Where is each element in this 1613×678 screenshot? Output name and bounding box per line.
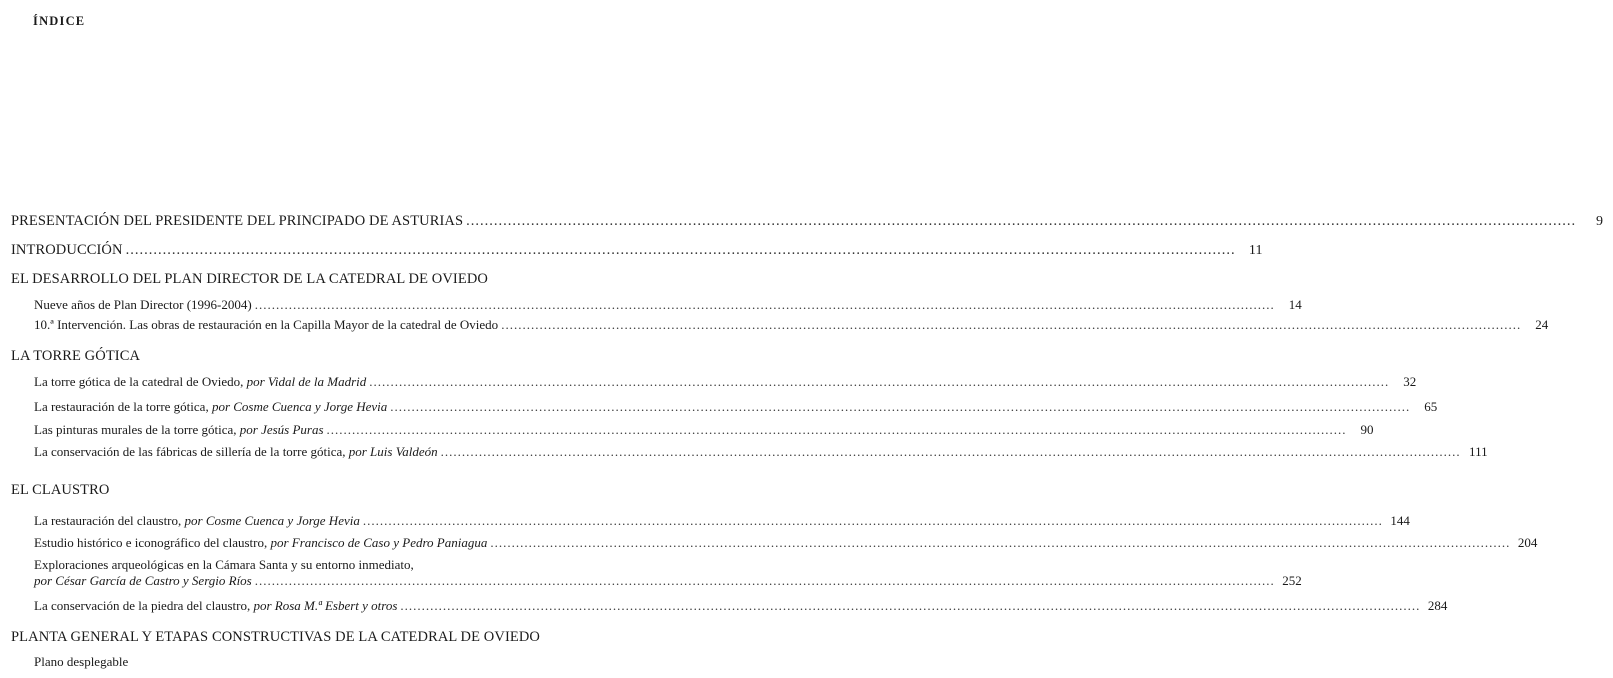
section-title: INTRODUCCIÓN [11,242,123,258]
dot-leader [327,422,1347,438]
toc-entry [0,444,1488,460]
entry-author: por Cosme Cuenca y Jorge Hevia [211,399,388,414]
toc-entry [0,535,1538,551]
toc-section-presentacion [0,213,1604,230]
dot-leader [369,374,1389,390]
page-number: 144 [1390,513,1410,528]
toc-section-planta-general [0,629,611,645]
toc-entry [0,598,1448,614]
entry-author: por Francisco de Caso y Pedro Paniagua [270,535,488,550]
section-title: EL DESARROLLO DEL PLAN DIRECTOR DE LA CATEDRAL DE OVIEDO [11,271,488,287]
entry-title: 10.ª Intervención. Las obras de restauración en la Capilla Mayor de la catedral de Oviedo [34,317,499,332]
section-title: EL CLAUSTRO [11,482,110,498]
toc-section-plan-director [0,271,611,287]
index-heading: ÍNDICE [33,14,86,28]
entry-author: por Cosme Cuenca y Jorge Hevia [184,513,360,528]
page-number: 24 [1535,317,1549,332]
dot-leader [490,535,1510,551]
entry-title: La restauración de la torre gótica, por Cosme Cuenca y Jorge Hevia [34,399,388,414]
dot-leader [400,598,1420,614]
toc-entry [0,422,1374,438]
entry-author: por Jesús Puras [239,422,324,437]
toc-entry [0,513,1410,529]
dot-leader [501,317,1521,333]
toc-section-torre-gotica [0,348,611,364]
entry-title: La torre gótica de la catedral de Oviedo, por Vidal de la Madrid [34,374,367,389]
dot-leader [466,213,1576,229]
dot-leader [255,573,1275,589]
dot-leader [390,399,1410,415]
dot-leader [363,513,1383,529]
entry-author: por César García de Castro y Sergio Ríos [34,573,252,588]
page-number: 284 [1427,598,1448,613]
page-number: 204 [1517,535,1538,550]
dot-leader [126,242,1236,258]
entry-title: Estudio histórico e iconográfico del claustro, por Francisco de Caso y Pedro Paniagua [34,535,488,550]
section-title: PLANTA GENERAL Y ETAPAS CONSTRUCTIVAS DE LA CATEDRAL DE OVIEDO [11,629,540,645]
page-number: 32 [1403,374,1417,389]
toc-entry [0,297,1302,313]
entry-author: por Vidal de la Madrid [246,374,367,389]
entry-title: La restauración del claustro, por Cosme Cuenca y Jorge Hevia [34,513,360,528]
entry-title: Nueve años de Plan Director (1996-2004) [34,297,252,312]
toc-entry [0,573,1302,589]
section-title: LA TORRE GÓTICA [11,348,141,364]
page-number: 9 [1596,214,1604,229]
section-title: PRESENTACIÓN DEL PRESIDENTE DEL PRINCIPADO DE ASTURIAS [11,213,464,229]
toc-entry [0,374,1417,390]
dot-leader [255,297,1275,313]
entry-title: Exploraciones arqueológicas en la Cámara Santa y su entorno inmediato, [34,557,414,572]
dot-leader [441,444,1461,460]
entry-title: La conservación de las fábricas de sillería de la torre gótica, por Luis Valdeón [34,444,438,459]
entry-title: La conservación de la piedra del claustro, por Rosa M.ª Esbert y otros [34,598,398,613]
page-number: 11 [1248,243,1263,258]
entry-title: Las pinturas murales de la torre gótica, por Jesús Puras [34,422,324,437]
toc-entry [0,317,1549,333]
page-number: 111 [1469,444,1488,459]
toc-section-claustro [0,482,611,498]
page-number: 90 [1360,422,1374,437]
entry-author: por Luis Valdeón [348,444,438,459]
page-number: 65 [1424,399,1438,414]
toc-entry [0,399,1438,415]
entry-title: Plano desplegable [34,654,129,669]
page-number: 14 [1288,297,1302,312]
toc-section-introduccion [0,242,1263,259]
entry-author: por Rosa M.ª Esbert y otros [253,598,398,613]
page-number: 252 [1282,573,1302,588]
